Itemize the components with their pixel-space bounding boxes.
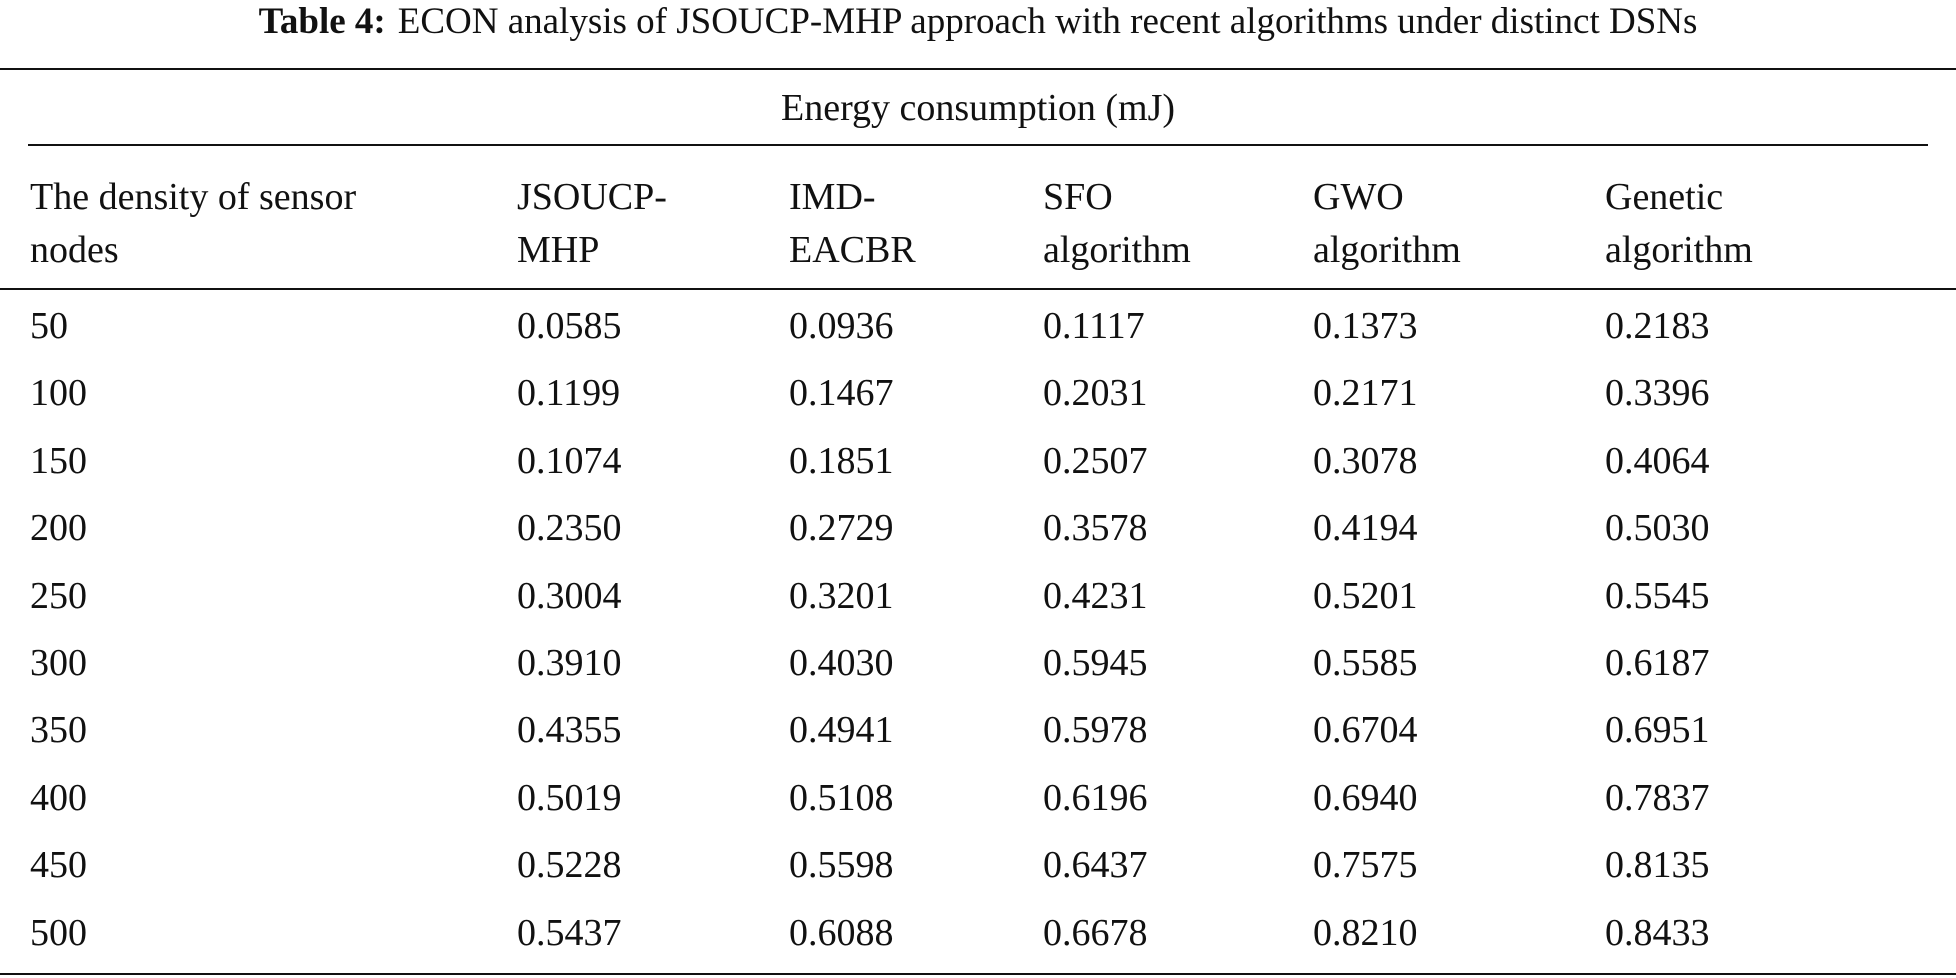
value-cell: 0.1467 <box>789 372 894 415</box>
header-line: IMD- <box>789 176 876 218</box>
header-gwo <box>1313 171 1461 277</box>
value-cell: 0.4231 <box>1043 574 1148 617</box>
value-cell: 0.5978 <box>1043 709 1148 752</box>
value-cell: 0.3078 <box>1313 439 1418 482</box>
value-cell: 0.1373 <box>1313 305 1418 347</box>
table-caption <box>0 2 1956 42</box>
value-cell: 0.8210 <box>1313 911 1418 954</box>
density-cell: 50 <box>30 305 68 347</box>
value-cell: 0.0936 <box>789 305 894 347</box>
header-line: SFO <box>1043 176 1113 218</box>
value-cell: 0.6187 <box>1605 642 1710 684</box>
density-cell: 500 <box>30 911 87 954</box>
value-cell: 0.2183 <box>1605 305 1710 347</box>
value-cell: 0.1851 <box>789 439 894 482</box>
header-line: GWO <box>1313 176 1404 218</box>
value-cell: 0.8433 <box>1605 911 1710 954</box>
value-cell: 0.3004 <box>517 574 622 617</box>
header-line: MHP <box>517 229 600 271</box>
top-rule <box>0 68 1956 70</box>
density-cell: 250 <box>30 574 87 617</box>
header-jsoucp-mhp <box>517 171 667 277</box>
header-line: nodes <box>30 229 119 271</box>
value-cell: 0.5945 <box>1043 642 1148 684</box>
header-genetic <box>1605 171 1753 277</box>
value-cell: 0.1117 <box>1043 305 1145 347</box>
value-cell: 0.4064 <box>1605 439 1710 482</box>
value-cell: 0.5201 <box>1313 574 1418 617</box>
value-cell: 0.0585 <box>517 305 622 347</box>
header-line: JSOUCP- <box>517 176 667 218</box>
density-cell: 400 <box>30 776 87 819</box>
value-cell: 0.5585 <box>1313 642 1418 684</box>
header-line: algorithm <box>1605 229 1753 271</box>
density-cell: 150 <box>30 439 87 482</box>
group-header-rule <box>28 144 1928 146</box>
value-cell: 0.6196 <box>1043 776 1148 819</box>
value-cell: 0.2729 <box>789 507 894 550</box>
value-cell: 0.5437 <box>517 911 622 954</box>
density-cell: 300 <box>30 642 87 684</box>
density-cell: 200 <box>30 507 87 550</box>
group-header: Energy consumption (mJ) <box>780 87 1176 129</box>
value-cell: 0.1199 <box>517 372 621 415</box>
value-cell: 0.3910 <box>517 642 622 684</box>
value-cell: 0.5030 <box>1605 507 1710 550</box>
header-line: Genetic <box>1605 176 1724 218</box>
value-cell: 0.3578 <box>1043 507 1148 550</box>
value-cell: 0.6678 <box>1043 911 1148 954</box>
value-cell: 0.5108 <box>789 776 894 819</box>
header-line: algorithm <box>1313 229 1461 271</box>
header-imd-eacbr <box>789 171 916 277</box>
value-cell: 0.6951 <box>1605 709 1710 752</box>
density-cell: 350 <box>30 709 87 752</box>
value-cell: 0.5228 <box>517 844 622 887</box>
value-cell: 0.3396 <box>1605 372 1710 415</box>
header-sfo <box>1043 171 1191 277</box>
value-cell: 0.2507 <box>1043 439 1148 482</box>
value-cell: 0.5598 <box>789 844 894 887</box>
value-cell: 0.6088 <box>789 911 894 954</box>
value-cell: 0.4194 <box>1313 507 1418 550</box>
value-cell: 0.2171 <box>1313 372 1418 415</box>
header-bottom-rule <box>0 288 1956 290</box>
value-cell: 0.2350 <box>517 507 622 550</box>
header-density <box>30 171 356 277</box>
value-cell: 0.4030 <box>789 642 894 684</box>
density-cell: 100 <box>30 372 87 415</box>
header-line: The density of sensor <box>30 176 357 218</box>
value-cell: 0.5019 <box>517 776 622 819</box>
value-cell: 0.7837 <box>1605 776 1710 819</box>
bottom-rule <box>0 973 1956 975</box>
density-cell: 450 <box>30 844 87 887</box>
value-cell: 0.3201 <box>789 574 894 617</box>
value-cell: 0.6704 <box>1313 709 1418 752</box>
value-cell: 0.4941 <box>789 709 894 752</box>
value-cell: 0.7575 <box>1313 844 1418 887</box>
header-line: algorithm <box>1043 229 1191 271</box>
value-cell: 0.6437 <box>1043 844 1148 887</box>
value-cell: 0.8135 <box>1605 844 1710 887</box>
table-caption-text: ECON analysis of JSOUCP-MHP approach with recent algorithms under distinct DSNs <box>397 1 1698 42</box>
value-cell: 0.4355 <box>517 709 622 752</box>
value-cell: 0.2031 <box>1043 372 1148 415</box>
value-cell: 0.1074 <box>517 439 622 482</box>
header-line: EACBR <box>789 229 916 271</box>
value-cell: 0.6940 <box>1313 776 1418 819</box>
value-cell: 0.5545 <box>1605 574 1710 617</box>
table-caption-label: Table 4: <box>258 1 386 42</box>
